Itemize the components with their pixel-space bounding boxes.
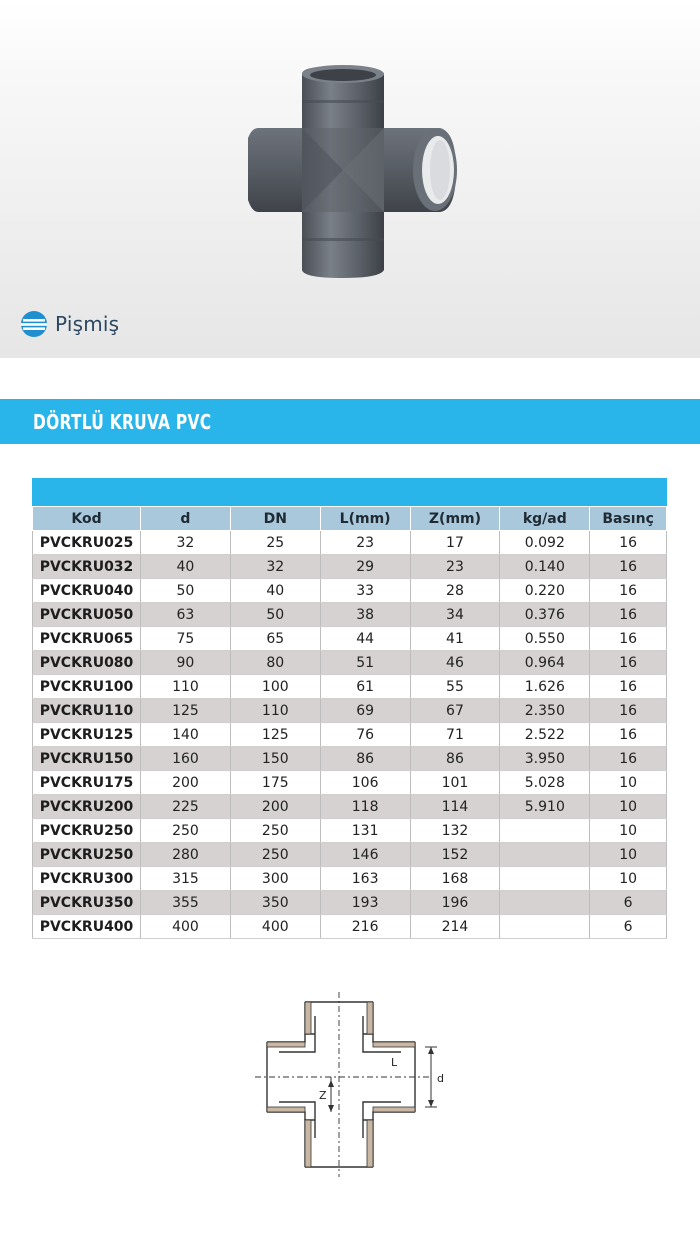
cell-l: 146 xyxy=(320,843,410,867)
cell-basinc: 10 xyxy=(590,795,667,819)
cell-dn: 100 xyxy=(230,675,320,699)
column-header-z: Z(mm) xyxy=(410,507,500,531)
cell-z: 67 xyxy=(410,699,500,723)
cell-d: 160 xyxy=(141,747,231,771)
column-header-kg: kg/ad xyxy=(500,507,590,531)
cell-d: 125 xyxy=(141,699,231,723)
cell-basinc: 16 xyxy=(590,531,667,555)
cell-d: 315 xyxy=(141,867,231,891)
cell-kod: PVCKRU350 xyxy=(33,891,141,915)
cell-d: 63 xyxy=(141,603,231,627)
cell-kg: 2.522 xyxy=(500,723,590,747)
pvc-cross-fitting-photo xyxy=(230,60,470,290)
cell-basinc: 10 xyxy=(590,771,667,795)
cell-z: 168 xyxy=(410,867,500,891)
cell-basinc: 10 xyxy=(590,867,667,891)
table-row xyxy=(33,651,667,675)
cell-dn: 110 xyxy=(230,699,320,723)
cell-d: 200 xyxy=(141,771,231,795)
cell-kg: 0.964 xyxy=(500,651,590,675)
cell-basinc: 10 xyxy=(590,819,667,843)
cell-kod: PVCKRU040 xyxy=(33,579,141,603)
cell-kod: PVCKRU150 xyxy=(33,747,141,771)
table-row xyxy=(33,819,667,843)
cell-z: 71 xyxy=(410,723,500,747)
cell-kod: PVCKRU250 xyxy=(33,819,141,843)
cell-dn: 175 xyxy=(230,771,320,795)
table-row xyxy=(33,675,667,699)
cell-l: 106 xyxy=(320,771,410,795)
cell-d: 140 xyxy=(141,723,231,747)
cell-kg: 3.950 xyxy=(500,747,590,771)
cell-dn: 80 xyxy=(230,651,320,675)
column-header-basinc: Basınç xyxy=(590,507,667,531)
cell-d: 32 xyxy=(141,531,231,555)
spec-table-container xyxy=(32,478,667,939)
cell-kod: PVCKRU080 xyxy=(33,651,141,675)
table-row xyxy=(33,531,667,555)
cell-kg: 0.220 xyxy=(500,579,590,603)
cell-l: 23 xyxy=(320,531,410,555)
column-header-dn: DN xyxy=(230,507,320,531)
table-row xyxy=(33,795,667,819)
cell-kod: PVCKRU400 xyxy=(33,915,141,939)
cell-dn: 125 xyxy=(230,723,320,747)
cell-kg xyxy=(500,819,590,843)
cell-kg: 2.350 xyxy=(500,699,590,723)
cell-d: 225 xyxy=(141,795,231,819)
cell-kg xyxy=(500,843,590,867)
cell-kg: 0.550 xyxy=(500,627,590,651)
cell-kg: 1.626 xyxy=(500,675,590,699)
cell-dn: 350 xyxy=(230,891,320,915)
cell-kod: PVCKRU250 xyxy=(33,843,141,867)
table-row xyxy=(33,891,667,915)
cell-kg: 5.910 xyxy=(500,795,590,819)
cell-d: 90 xyxy=(141,651,231,675)
dimension-label-d: d xyxy=(437,1072,444,1085)
cell-z: 41 xyxy=(410,627,500,651)
column-header-kod: Kod xyxy=(33,507,141,531)
cell-basinc: 16 xyxy=(590,651,667,675)
table-header-band xyxy=(32,478,667,506)
table-row xyxy=(33,699,667,723)
cell-kod: PVCKRU200 xyxy=(33,795,141,819)
cell-kod: PVCKRU050 xyxy=(33,603,141,627)
cell-l: 163 xyxy=(320,867,410,891)
cell-kg xyxy=(500,915,590,939)
cell-basinc: 16 xyxy=(590,699,667,723)
cell-l: 216 xyxy=(320,915,410,939)
cell-z: 17 xyxy=(410,531,500,555)
table-body xyxy=(33,531,667,939)
cell-kg xyxy=(500,891,590,915)
cell-dn: 25 xyxy=(230,531,320,555)
cell-basinc: 16 xyxy=(590,603,667,627)
cell-l: 33 xyxy=(320,579,410,603)
cell-d: 40 xyxy=(141,555,231,579)
cell-basinc: 16 xyxy=(590,675,667,699)
cell-dn: 40 xyxy=(230,579,320,603)
cell-z: 101 xyxy=(410,771,500,795)
cell-dn: 150 xyxy=(230,747,320,771)
column-header-d: d xyxy=(141,507,231,531)
technical-drawing xyxy=(255,992,455,1177)
cell-l: 131 xyxy=(320,819,410,843)
pismis-logo-icon xyxy=(20,310,48,338)
cell-z: 114 xyxy=(410,795,500,819)
cell-dn: 32 xyxy=(230,555,320,579)
cell-kg: 5.028 xyxy=(500,771,590,795)
cell-dn: 250 xyxy=(230,819,320,843)
table-row xyxy=(33,915,667,939)
cell-l: 38 xyxy=(320,603,410,627)
cell-basinc: 10 xyxy=(590,843,667,867)
cell-z: 34 xyxy=(410,603,500,627)
cell-dn: 50 xyxy=(230,603,320,627)
cell-basinc: 16 xyxy=(590,579,667,603)
cell-basinc: 6 xyxy=(590,891,667,915)
cell-basinc: 16 xyxy=(590,747,667,771)
cell-z: 55 xyxy=(410,675,500,699)
cell-kod: PVCKRU025 xyxy=(33,531,141,555)
table-row xyxy=(33,771,667,795)
brand-logo xyxy=(20,308,119,340)
cell-kod: PVCKRU065 xyxy=(33,627,141,651)
product-title-bar xyxy=(0,399,700,444)
dimension-label-z: Z xyxy=(319,1089,327,1102)
cell-z: 152 xyxy=(410,843,500,867)
cell-basinc: 16 xyxy=(590,555,667,579)
cell-z: 214 xyxy=(410,915,500,939)
cell-l: 61 xyxy=(320,675,410,699)
cell-kod: PVCKRU125 xyxy=(33,723,141,747)
table-header-row xyxy=(33,507,667,531)
cell-dn: 250 xyxy=(230,843,320,867)
cell-d: 110 xyxy=(141,675,231,699)
cell-kg: 0.376 xyxy=(500,603,590,627)
table-row xyxy=(33,579,667,603)
spec-table xyxy=(32,506,667,939)
cell-l: 29 xyxy=(320,555,410,579)
cell-d: 400 xyxy=(141,915,231,939)
cell-l: 69 xyxy=(320,699,410,723)
dimension-label-l: L xyxy=(391,1056,398,1069)
table-row xyxy=(33,867,667,891)
brand-name: Pişmiş xyxy=(55,312,120,336)
cell-dn: 200 xyxy=(230,795,320,819)
cell-d: 50 xyxy=(141,579,231,603)
cell-l: 193 xyxy=(320,891,410,915)
table-row xyxy=(33,723,667,747)
cell-basinc: 16 xyxy=(590,627,667,651)
cell-d: 250 xyxy=(141,819,231,843)
cell-l: 44 xyxy=(320,627,410,651)
table-row xyxy=(33,627,667,651)
cell-z: 46 xyxy=(410,651,500,675)
column-header-l: L(mm) xyxy=(320,507,410,531)
cell-basinc: 16 xyxy=(590,723,667,747)
cell-kod: PVCKRU032 xyxy=(33,555,141,579)
cell-kg xyxy=(500,867,590,891)
cell-d: 355 xyxy=(141,891,231,915)
cell-dn: 300 xyxy=(230,867,320,891)
cell-d: 280 xyxy=(141,843,231,867)
cell-z: 132 xyxy=(410,819,500,843)
table-row xyxy=(33,747,667,771)
cell-z: 23 xyxy=(410,555,500,579)
cell-dn: 400 xyxy=(230,915,320,939)
cell-z: 28 xyxy=(410,579,500,603)
cell-kod: PVCKRU300 xyxy=(33,867,141,891)
hero-banner xyxy=(0,0,700,358)
cell-l: 76 xyxy=(320,723,410,747)
table-row xyxy=(33,843,667,867)
cell-d: 75 xyxy=(141,627,231,651)
cell-kod: PVCKRU175 xyxy=(33,771,141,795)
cell-dn: 65 xyxy=(230,627,320,651)
cell-kg: 0.092 xyxy=(500,531,590,555)
cell-kod: PVCKRU100 xyxy=(33,675,141,699)
cell-z: 196 xyxy=(410,891,500,915)
cell-kg: 0.140 xyxy=(500,555,590,579)
cell-kod: PVCKRU110 xyxy=(33,699,141,723)
cell-basinc: 6 xyxy=(590,915,667,939)
cell-l: 51 xyxy=(320,651,410,675)
cell-z: 86 xyxy=(410,747,500,771)
table-row xyxy=(33,603,667,627)
cell-l: 118 xyxy=(320,795,410,819)
product-title: DÖRTLÜ KRUVA PVC xyxy=(33,410,212,434)
cell-l: 86 xyxy=(320,747,410,771)
table-row xyxy=(33,555,667,579)
